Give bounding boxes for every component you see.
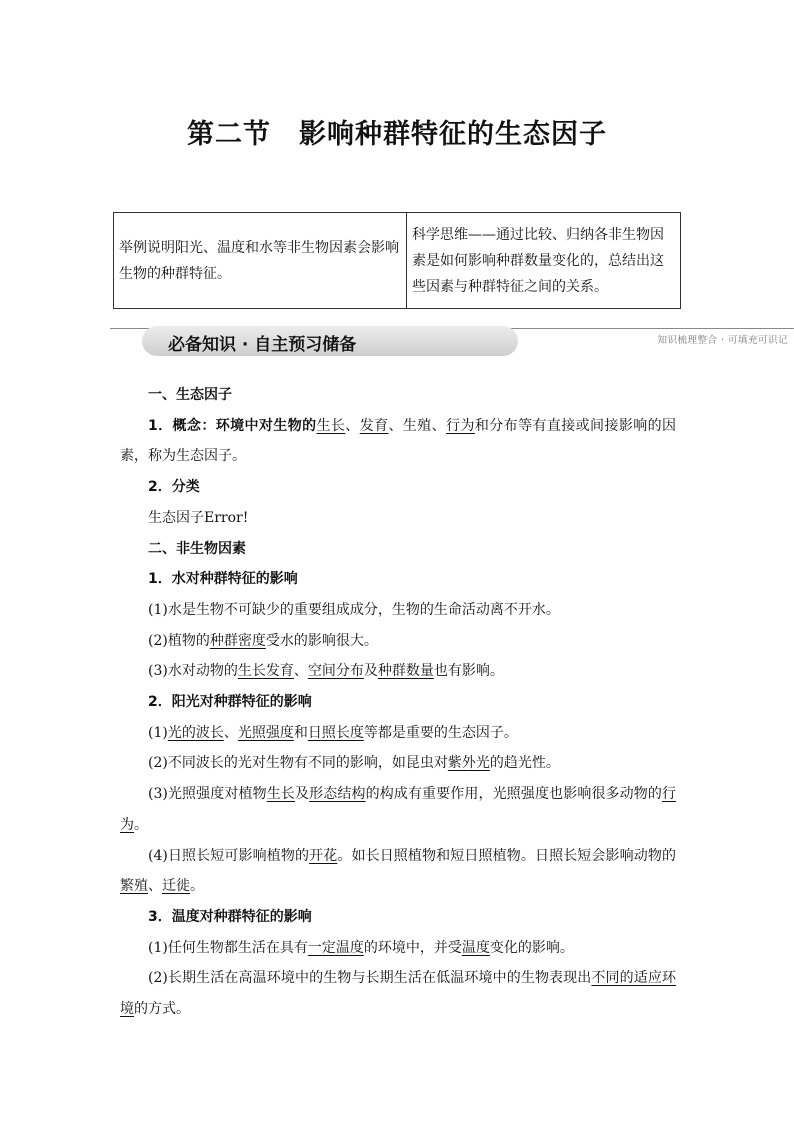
- page-title: 第二节 影响种群特征的生态因子: [187, 119, 607, 150]
- subheading-light: 2．阳光对种群特征的影响: [148, 694, 312, 711]
- paragraph-light-4: (4)日照长短可影响植物的开花。如长日照植物和短日照植物。日照长短会影响动物的繁殖、迁徙。: [120, 847, 676, 895]
- heading-classification: 2．分类: [148, 479, 200, 496]
- paragraph-water-1: (1)水是生物不可缺少的重要组成成分，生物的生命活动离不开水。: [148, 601, 560, 618]
- section-banner: [110, 320, 794, 360]
- paragraph-temperature-1: (1)任何生物都生活在具有一定温度的环境中，并受温度变化的影响。: [148, 939, 574, 956]
- heading-abiotic: 二、非生物因素: [148, 540, 246, 557]
- objectives-table: [113, 212, 681, 309]
- heading-ecological-factors: 一、生态因子: [148, 387, 232, 403]
- main-content: [120, 380, 676, 1025]
- paragraph-classification: 生态因子Error!: [148, 509, 249, 526]
- paragraph-water-3: (3)水对动物的生长发育、空间分布及种群数量也有影响。: [148, 663, 504, 680]
- subheading-temperature: 3．温度对种群特征的影响: [148, 908, 312, 925]
- paragraph-light-2: (2)不同波长的光对生物有不同的影响，如昆虫对紫外光的趋光性。: [148, 755, 560, 772]
- banner-note: 知识梳理整合 · 可填充可识记: [657, 335, 788, 346]
- paragraph-water-2: (2)植物的种群密度受水的影响很大。: [148, 632, 378, 649]
- paragraph-light-1: (1)光的波长、光照强度和日照长度等都是重要的生态因子。: [148, 724, 518, 741]
- objective-standard: 举例说明阳光、温度和水等非生物因素会影响生物的种群特征。: [114, 213, 407, 309]
- paragraph-temperature-2: (2)长期生活在高温环境中的生物与长期生活在低温环境中的生物表现出不同的适应环境的方式。: [120, 970, 676, 1018]
- objective-literacy: 科学思维——通过比较、归纳各非生物因素是如何影响种群数量变化的，总结出这些因素与种群特征之间的关系。: [407, 213, 681, 309]
- paragraph-light-3: (3)光照强度对植物生长及形态结构的构成有重要作用，光照强度也影响很多动物的行为。: [120, 786, 677, 833]
- subheading-water: 1．水对种群特征的影响: [148, 571, 298, 588]
- paragraph-concept: 1．概念：环境中对生物的生长、发育、生殖、行为和分布等有直接或间接影响的因素，称为生态因子。: [120, 417, 677, 465]
- banner-label: 必备知识 · 自主预习储备: [168, 335, 357, 355]
